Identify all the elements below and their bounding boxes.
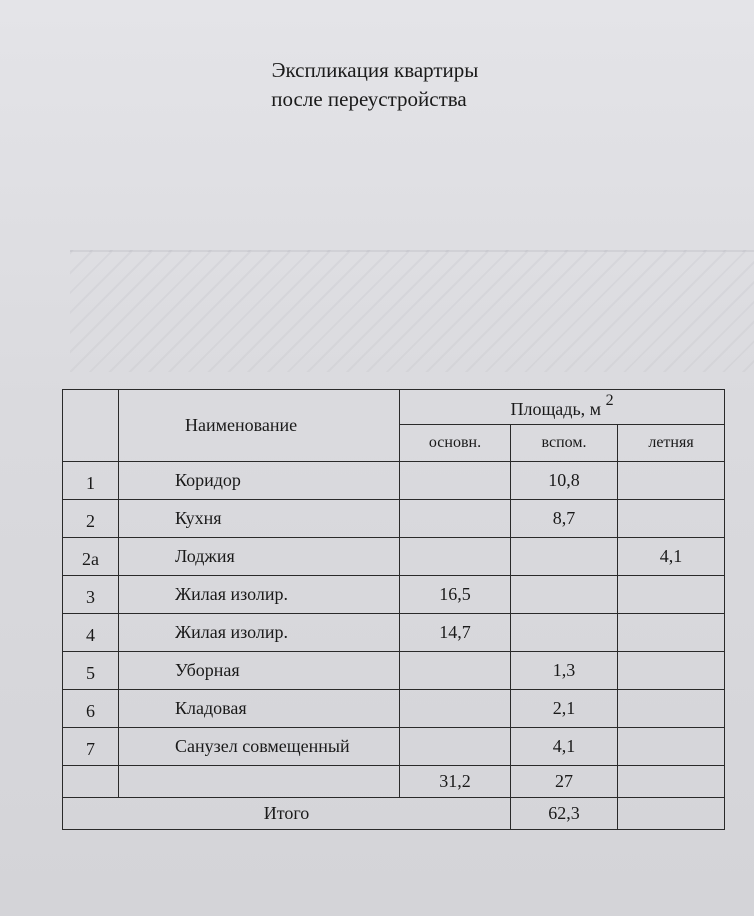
area-main — [400, 652, 511, 690]
area-main — [400, 728, 511, 766]
subtotal-main: 31,2 — [400, 766, 511, 798]
subheader-summer: летняя — [618, 425, 725, 462]
area-main: 14,7 — [400, 614, 511, 652]
table-row — [63, 728, 725, 766]
area-summer — [618, 728, 725, 766]
table-row — [63, 462, 725, 500]
area-summer — [618, 500, 725, 538]
header-row — [63, 390, 725, 425]
area-main — [400, 462, 511, 500]
room-name: Коридор — [119, 462, 400, 500]
area-summer — [618, 576, 725, 614]
document-title: Экспликация квартиры — [271, 58, 479, 82]
subheader-main: основн. — [400, 425, 511, 462]
room-name: Уборная — [119, 652, 400, 690]
room-name: Жилая изолир. — [119, 576, 400, 614]
subtotal-aux: 27 — [511, 766, 618, 798]
area-main — [400, 690, 511, 728]
area-main — [400, 538, 511, 576]
room-number: 5 — [63, 652, 119, 690]
area-aux: 10,8 — [511, 462, 618, 500]
header-area-unit-sup: 2 — [605, 391, 614, 409]
table-row — [63, 690, 725, 728]
total-value: 62,3 — [511, 798, 618, 830]
room-name: Жилая изолир. — [119, 614, 400, 652]
room-name: Лоджия — [119, 538, 400, 576]
area-aux: 1,3 — [511, 652, 618, 690]
room-number: 6 — [63, 690, 119, 728]
table-row — [63, 576, 725, 614]
explication-table — [62, 389, 725, 830]
subheader-aux: вспом. — [511, 425, 618, 462]
bleed-through-drawing — [70, 250, 754, 372]
header-num-cell — [63, 390, 119, 462]
room-name: Санузел совмещенный — [119, 728, 400, 766]
header-area — [400, 390, 725, 425]
area-aux: 2,1 — [511, 690, 618, 728]
subtotal-num — [63, 766, 119, 798]
area-main — [400, 500, 511, 538]
header-area-label: Площадь, м — [510, 398, 602, 419]
room-number: 2а — [63, 538, 119, 576]
area-aux — [511, 538, 618, 576]
room-number: 7 — [63, 728, 119, 766]
room-number: 2 — [63, 500, 119, 538]
room-name: Кладовая — [119, 690, 400, 728]
header-name: Наименование — [119, 390, 400, 462]
area-summer: 4,1 — [618, 538, 725, 576]
area-summer — [618, 652, 725, 690]
area-summer — [618, 462, 725, 500]
subtotal-summer — [618, 766, 725, 798]
document-subtitle: после переустройства — [271, 87, 467, 111]
area-main: 16,5 — [400, 576, 511, 614]
table-row — [63, 538, 725, 576]
total-empty — [618, 798, 725, 830]
area-aux: 4,1 — [511, 728, 618, 766]
area-aux: 8,7 — [511, 500, 618, 538]
room-name: Кухня — [119, 500, 400, 538]
room-number: 1 — [63, 462, 119, 500]
table-row — [63, 652, 725, 690]
total-label: Итого — [63, 798, 511, 830]
area-summer — [618, 690, 725, 728]
table-row — [63, 500, 725, 538]
subtotal-row — [63, 766, 725, 798]
total-row — [63, 798, 725, 830]
area-aux — [511, 614, 618, 652]
area-aux — [511, 576, 618, 614]
room-number: 3 — [63, 576, 119, 614]
table-row — [63, 614, 725, 652]
area-summer — [618, 614, 725, 652]
subtotal-name — [119, 766, 400, 798]
room-number: 4 — [63, 614, 119, 652]
